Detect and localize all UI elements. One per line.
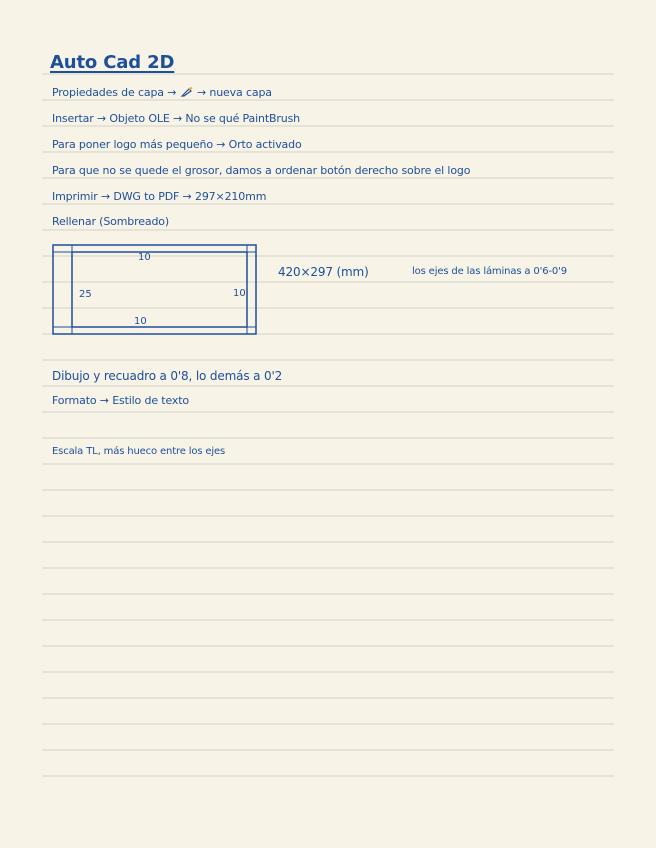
sheet-size-label: 420×297 (mm): [278, 265, 369, 279]
note-line-line-weights: Dibujo y recuadro a 0'8, lo demás a 0'2: [52, 369, 283, 383]
note-text: Propiedades de capa →: [52, 86, 177, 99]
note-line-text-style: Formato → Estilo de texto: [52, 394, 189, 407]
note-text: → nueva capa: [197, 86, 272, 99]
frame-top-margin: 10: [138, 252, 151, 263]
page-title: Auto Cad 2D: [50, 52, 175, 73]
note-line-fill-hatch: Rellenar (Sombreado): [52, 215, 170, 228]
note-line-print: Imprimir → DWG to PDF → 297×210mm: [52, 190, 267, 203]
note-line-layer-properties: [52, 86, 272, 99]
note-line-logo-ortho: Para poner logo más pequeño → Orto activado: [52, 138, 302, 151]
sheet-margin-diagram: [52, 244, 260, 342]
note-line-scale: Escala TL, más hueco entre los ejes: [52, 446, 226, 457]
note-line-thickness: Para que no se quede el grosor, damos a ordenar botón derecho sobre el logo: [52, 164, 471, 177]
new-layer-pencil-icon: [180, 87, 194, 97]
frame-left-margin: 25: [79, 289, 92, 300]
frame-right-margin: 10: [233, 288, 246, 299]
frame-bottom-margin: 10: [134, 316, 147, 327]
note-line-insert-ole: Insertar → Objeto OLE → No se qué PaintBrush: [52, 112, 301, 125]
axes-note: los ejes de las láminas a 0'6-0'9: [412, 266, 567, 277]
